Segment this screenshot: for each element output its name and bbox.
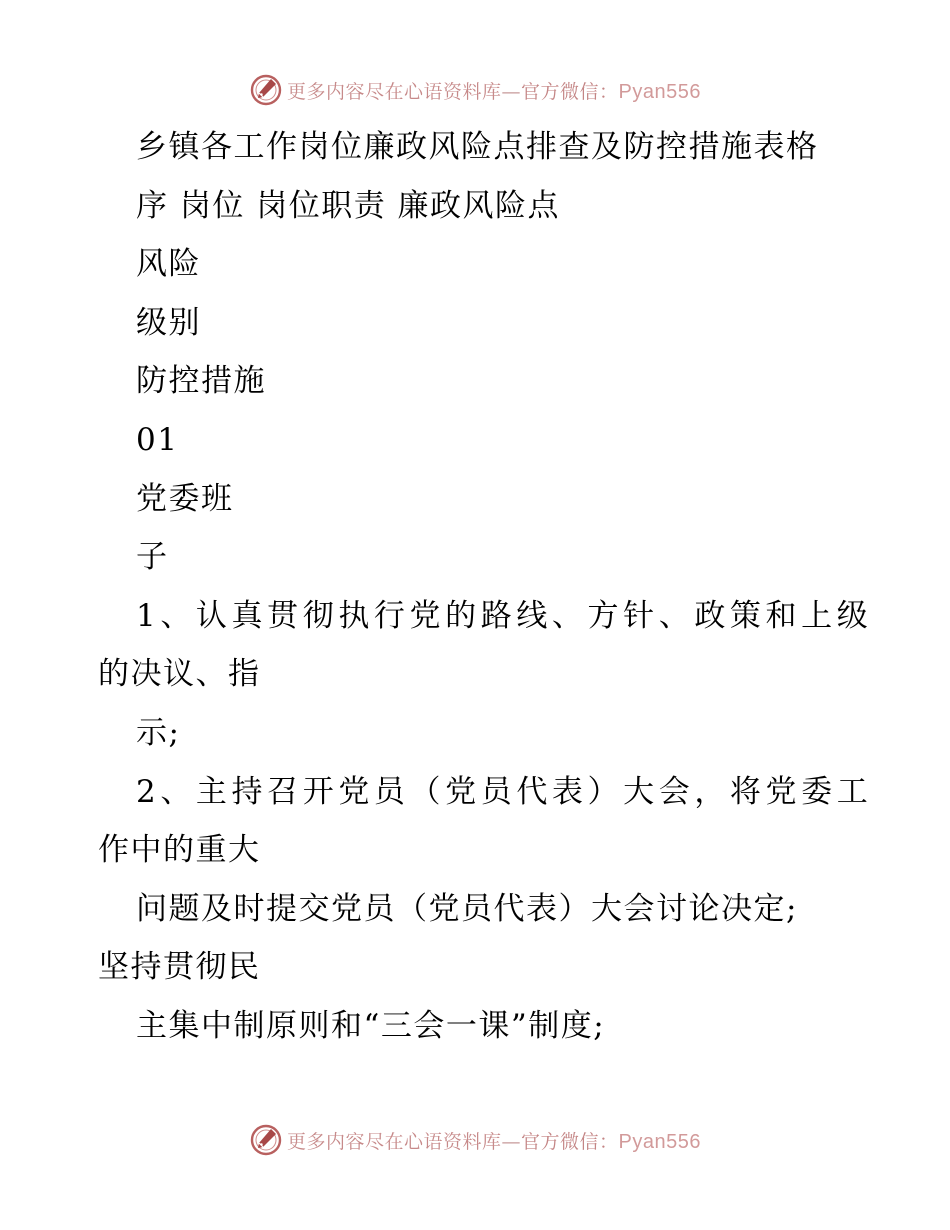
duty-2-line4: 坚持贯彻民 [98,949,261,986]
watermark-text [287,77,701,104]
duty-2-line3: 问题及时提交党员（党员代表）大会讨论决定; [136,890,798,927]
duty-1-line1: 1、认真贯彻执行党的路线、方针、政策和上级 [136,597,873,634]
duty-2-line1: 2、主持召开党员（党员代表）大会，将党委工 [136,773,873,810]
table-header-measures: 防控措施 [136,363,266,400]
watermark-separator: — [501,80,522,103]
post-name-line2: 子 [136,539,169,576]
watermark-text [287,1127,701,1154]
watermark-main: 更多内容尽在心语资料库 [287,1130,502,1153]
table-header-level: 级别 [136,304,201,341]
document-title: 乡镇各工作岗位廉政风险点排查及防控措施表格 [136,129,819,165]
watermark-id: Pyan556 [618,80,701,103]
duty-2-line5: 主集中制原则和“三会一课”制度; [136,1007,606,1044]
table-header-row: 序 岗位 岗位职责 廉政风险点 [136,187,561,224]
table-header-risk: 风险 [136,246,201,283]
duty-2-line2: 作中的重大 [98,832,261,869]
watermark-main: 更多内容尽在心语资料库 [287,80,502,103]
duty-1-line2: 的决议、指 [98,656,261,693]
watermark-separator: — [501,1130,522,1153]
pen-logo-icon [249,1123,283,1157]
document-body [98,118,898,1056]
pen-logo-icon [249,73,283,107]
watermark-banner-top [0,70,950,110]
watermark-prefix: 官方微信： [521,1130,619,1153]
post-name-line1: 党委班 [136,480,234,517]
row-number: 01 [136,421,179,458]
watermark-banner-bottom [0,1120,950,1160]
duty-1-line3: 示; [136,714,181,751]
watermark-prefix: 官方微信： [521,80,619,103]
watermark-id: Pyan556 [618,1130,701,1153]
